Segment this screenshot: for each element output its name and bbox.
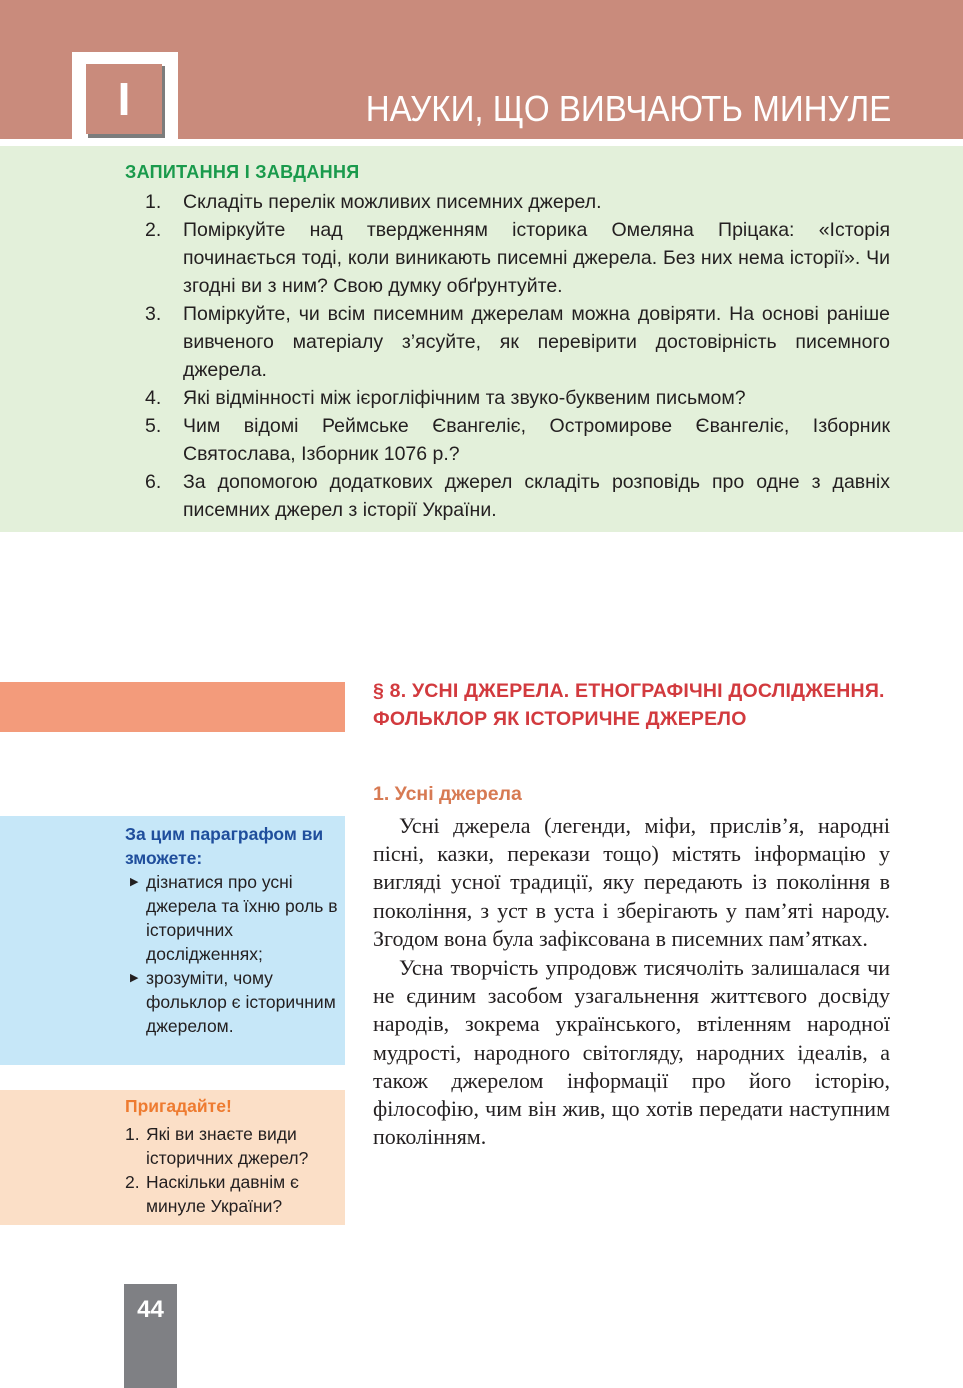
goals-panel xyxy=(0,816,345,1065)
triangle-bullet-icon: ▶ xyxy=(130,876,139,888)
section-accent-bar xyxy=(0,682,345,732)
question-number: 1. xyxy=(145,191,162,213)
section-title: § 8. УСНІ ДЖЕРЕЛА. ЕТНОГРАФІЧНІ ДОСЛІДЖЕННЯ. ФОЛЬКЛОР ЯК ІСТОРИЧНЕ ДЖЕРЕЛО xyxy=(373,680,885,730)
goal-item xyxy=(128,966,338,1038)
questions-list xyxy=(145,188,890,524)
chapter-title: НАУКИ, ЩО ВИВЧАЮТЬ МИНУЛЕ xyxy=(365,88,891,129)
subsection-title: 1. Усні джерела xyxy=(373,783,522,805)
page-number: 44 xyxy=(137,1296,164,1323)
remember-number: 2. xyxy=(125,1172,140,1192)
section-body xyxy=(373,812,890,1151)
question-text: За допомогою додаткових джерел складіть розповідь про одне з давніх писемних джерел з історії України. xyxy=(183,471,890,521)
question-text: Чим відомі Реймське Євангеліє, Остромирове Євангеліє, Ізборник Святослава, Ізборник 1076 р.? xyxy=(183,415,890,465)
question-item xyxy=(145,412,890,468)
question-item xyxy=(145,468,890,524)
question-item xyxy=(145,300,890,384)
question-text: Складіть перелік можливих писемних джерел. xyxy=(183,191,602,213)
question-item xyxy=(145,188,890,216)
goal-text: зрозуміти, чому фольклор є історичним джерелом. xyxy=(146,968,336,1036)
question-text: Поміркуйте над твердженням історика Омеляна Пріцака: «Історія починається тоді, коли виникають писемні джерела. Без них нема історії». Чи згодні ви з ним? Свою думку обґрунтуйте. xyxy=(183,219,890,297)
questions-heading: ЗАПИТАННЯ І ЗАВДАННЯ xyxy=(125,162,360,182)
remember-panel xyxy=(0,1090,345,1225)
goals-heading: За цим параграфом ви зможете: xyxy=(125,824,324,868)
question-text: Поміркуйте, чи всім писемним джерелам можна довіряти. На основі раніше вивченого матеріалу з’ясуйте, як перевірити достовірність писемного джерела. xyxy=(183,303,890,381)
remember-text: Наскільки давнім є минуле України? xyxy=(146,1172,299,1216)
question-number: 4. xyxy=(145,387,162,409)
remember-text: Які ви знаєте види історичних джерел? xyxy=(146,1124,309,1168)
body-paragraph: Усні джерела (легенди, міфи, прислів’я, народні пісні, казки, перекази тощо) містять інформацію у вигляді усної традиції, яку передають із покоління в покоління, з уст в уста і зберігають у пам’яті народу. Згодом вона була зафіксована в писемних пам’ятках. xyxy=(373,813,890,951)
body-paragraph: Усна творчість упродовж тисячоліть залишалася чи не єдиним засобом узагальнення життєвого досвіду народів, зокрема українського, втіленням народної мудрості, народного світогляду, народних ідеалів, а також джерелом інформації про його історію, філософію, чим він жив, що хотів передати наступним поколінням. xyxy=(373,955,890,1150)
question-item xyxy=(145,216,890,300)
remember-item xyxy=(125,1122,340,1170)
question-item xyxy=(145,384,890,412)
chapter-badge: I xyxy=(86,64,162,134)
question-number: 2. xyxy=(145,219,162,241)
question-text: Які відмінності між ієрогліфічним та звуко-буквеним письмом? xyxy=(183,387,746,409)
goals-list xyxy=(128,870,338,1038)
triangle-bullet-icon: ▶ xyxy=(130,972,139,984)
question-number: 6. xyxy=(145,471,162,493)
question-number: 5. xyxy=(145,415,162,437)
questions-panel xyxy=(0,146,963,532)
goal-text: дізнатися про усні джерела та їхню роль в історичних дослідженнях; xyxy=(146,872,338,964)
remember-number: 1. xyxy=(125,1124,140,1144)
goal-item xyxy=(128,870,338,966)
remember-heading: Пригадайте! xyxy=(125,1096,232,1116)
remember-list xyxy=(125,1122,340,1218)
question-number: 3. xyxy=(145,303,162,325)
remember-item xyxy=(125,1170,340,1218)
